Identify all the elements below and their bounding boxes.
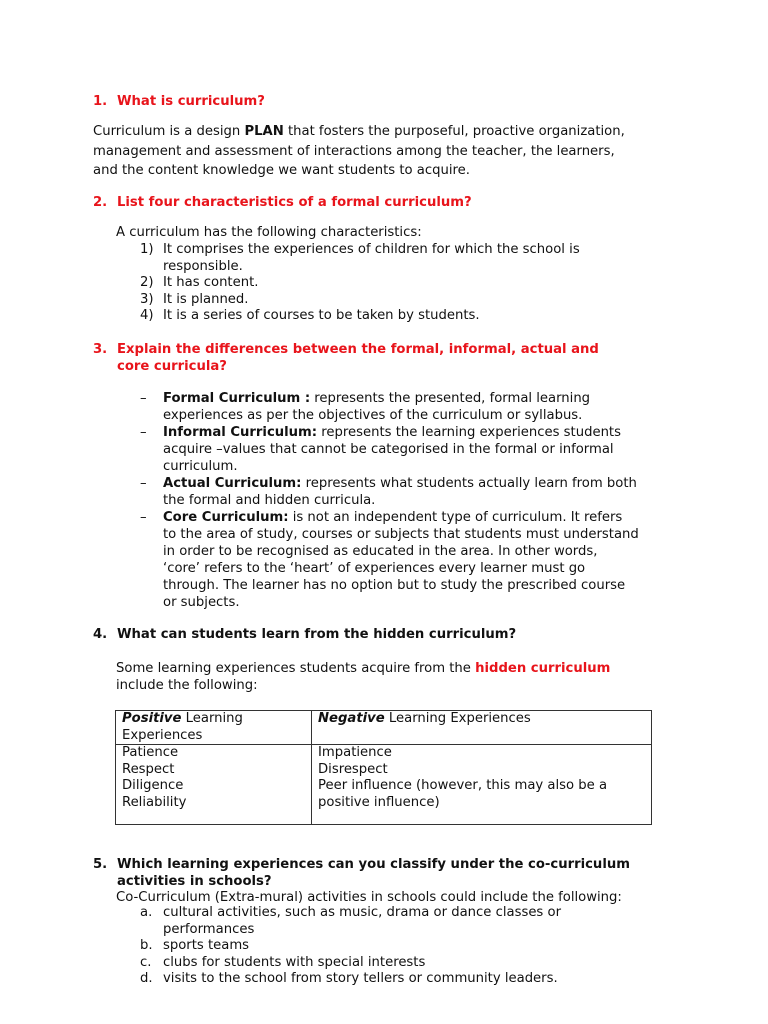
list-item-text: It is a series of courses to be taken by students.	[163, 308, 480, 323]
list-item	[140, 905, 620, 938]
definition-text-cont: through. The learner has no option but to study the prescribed course	[163, 578, 626, 593]
question-5-line-2: activities in schools?	[117, 874, 272, 889]
positive-header-rest: Learning	[181, 711, 243, 726]
question-5-number: 5.	[93, 857, 108, 872]
definition-text-cont: acquire –values that cannot be categorised in the formal or informal	[163, 442, 614, 457]
question-3-number: 3.	[93, 342, 108, 357]
answer-1-text-post: that fosters the purposeful, proactive organization,	[283, 124, 625, 139]
answer-1-bold-word: PLAN	[244, 124, 284, 139]
positive-experiences-cell	[116, 745, 312, 825]
answer-4-intro-line-1	[116, 660, 676, 677]
dash-marker: –	[140, 425, 147, 440]
question-1-text: What is curriculum?	[117, 94, 265, 109]
curricula-definitions-list	[140, 390, 680, 611]
answer-1-line-1	[93, 122, 693, 142]
list-item-marker: b.	[140, 938, 153, 953]
list-item-text-cont: responsible.	[163, 258, 243, 274]
dash-marker: –	[140, 510, 147, 525]
list-item-text: visits to the school from story tellers or community leaders.	[163, 971, 558, 986]
definition-text-cont: to the area of study, courses or subjects that students must understand	[163, 527, 639, 542]
definition-text-cont: in order to be recognised as educated in the area. In other words,	[163, 544, 598, 559]
question-4-heading	[93, 626, 683, 643]
question-3-line-1: Explain the differences between the formal, informal, actual and	[117, 342, 599, 357]
list-item-marker: c.	[140, 954, 152, 970]
list-item-marker: d.	[140, 971, 153, 986]
answer-4-intro-text: Some learning experiences students acquire from the	[116, 661, 476, 676]
learning-experiences-table	[115, 710, 652, 825]
negative-item: positive influence)	[318, 794, 440, 810]
table-header-row	[116, 711, 652, 745]
definition-text-cont: the formal and hidden curricula.	[163, 493, 376, 508]
list-item-marker: 1)	[140, 242, 154, 257]
list-item	[140, 275, 620, 292]
negative-item: Impatience	[318, 745, 392, 760]
negative-header-line	[318, 711, 645, 728]
question-1-number: 1.	[93, 94, 108, 109]
co-curriculum-list	[140, 905, 620, 988]
list-item-text-cont: performances	[163, 921, 255, 937]
question-3-text	[117, 341, 683, 375]
question-3-heading	[93, 341, 683, 375]
definition-term: Core Curriculum:	[163, 510, 289, 525]
list-item-text: clubs for students with special interests	[163, 954, 426, 970]
question-2-heading	[93, 194, 683, 211]
question-2-number: 2.	[93, 195, 108, 210]
definition-text: represents the learning experiences students	[317, 425, 621, 440]
list-item-text: It comprises the experiences of children for which the school is	[163, 242, 580, 257]
hidden-curriculum-highlight: hidden curriculum	[475, 661, 611, 676]
question-4-text: What can students learn from the hidden curriculum?	[117, 627, 517, 642]
positive-header-bold: Positive	[122, 711, 182, 726]
definition-text-cont: experiences as per the objectives of the curriculum or syllabus.	[163, 408, 583, 423]
definition-text: represents what students actually learn from both	[301, 476, 637, 491]
question-5-heading	[93, 856, 683, 890]
answer-4-intro-line-2: include the following:	[116, 678, 258, 693]
dash-marker: –	[140, 391, 147, 406]
answer-4-intro	[116, 660, 676, 694]
definition-term: Formal Curriculum :	[163, 391, 311, 406]
list-item-marker: a.	[140, 905, 153, 920]
positive-item: Respect	[122, 761, 175, 777]
list-item	[140, 955, 620, 972]
definition-text-cont: curriculum.	[163, 459, 238, 474]
list-item-text: cultural activities, such as music, drama or dance classes or	[163, 905, 561, 920]
negative-item: Disrespect	[318, 761, 388, 777]
question-3-line-2: core curricula?	[117, 359, 227, 374]
negative-header-rest: Learning Experiences	[384, 711, 531, 726]
definition-first-line	[163, 390, 680, 407]
list-item	[140, 390, 680, 424]
list-item-marker: 3)	[140, 291, 154, 307]
list-item-text: It has content.	[163, 275, 259, 290]
list-item	[140, 424, 680, 475]
definition-text-cont: ‘core’ refers to the ‘heart’ of experiences every learner must go	[163, 561, 586, 576]
list-item	[140, 475, 680, 509]
list-item	[140, 292, 620, 309]
definition-first-line	[163, 424, 680, 441]
positive-header-line-2: Experiences	[122, 727, 203, 743]
definition-text: represents the presented, formal learning	[310, 391, 591, 406]
list-item-marker: 4)	[140, 308, 154, 323]
answer-1	[93, 122, 693, 181]
characteristics-list	[140, 242, 620, 325]
definition-first-line	[163, 475, 680, 492]
answer-2-intro: A curriculum has the following characteristics:	[116, 225, 422, 240]
list-item-text: sports teams	[163, 938, 250, 953]
question-1-heading	[93, 93, 683, 110]
answer-1-line-3: and the content knowledge we want students to acquire.	[93, 163, 470, 178]
table-row	[116, 745, 652, 825]
question-2-text: List four characteristics of a formal curriculum?	[117, 195, 472, 210]
negative-experiences-cell	[312, 745, 652, 825]
positive-header-cell	[116, 711, 312, 745]
positive-item: Diligence	[122, 778, 184, 793]
negative-header-bold: Negative	[318, 711, 385, 726]
definition-text: is not an independent type of curriculum. It refers	[288, 510, 623, 525]
list-item-marker: 2)	[140, 275, 154, 290]
answer-5-intro: Co-Curriculum (Extra-mural) activities in schools could include the following:	[116, 890, 622, 905]
list-item	[140, 242, 620, 275]
list-item	[140, 308, 620, 325]
list-item	[140, 938, 620, 955]
definition-term: Actual Curriculum:	[163, 476, 302, 491]
definition-text-cont: or subjects.	[163, 595, 240, 610]
positive-item: Patience	[122, 745, 179, 760]
answer-1-text-pre: Curriculum is a design	[93, 124, 245, 139]
definition-first-line	[163, 509, 680, 526]
positive-item: Reliability	[122, 794, 187, 810]
positive-header-line-1	[122, 711, 305, 728]
definition-term: Informal Curriculum:	[163, 425, 318, 440]
list-item	[140, 971, 620, 988]
question-4-number: 4.	[93, 627, 108, 642]
dash-marker: –	[140, 476, 147, 491]
question-5-line-1: Which learning experiences can you classify under the co-curriculum	[117, 857, 630, 872]
list-item	[140, 509, 680, 611]
negative-header-cell	[312, 711, 652, 745]
negative-item: Peer influence (however, this may also be a	[318, 778, 608, 793]
question-5-text	[117, 856, 683, 890]
answer-1-line-2: management and assessment of interactions among the teacher, the learners,	[93, 143, 615, 159]
list-item-text: It is planned.	[163, 291, 249, 307]
